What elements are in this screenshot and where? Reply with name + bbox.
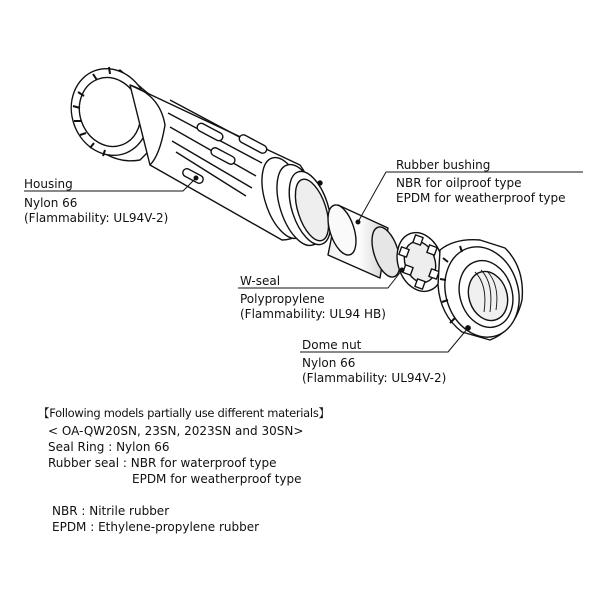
dome-nut-title: Dome nut	[302, 338, 362, 352]
dome-nut-rating: (Flammability: UL94V-2)	[302, 371, 447, 385]
rubber-bushing-line1: NBR for oilproof type	[396, 176, 522, 190]
dome-nut-part	[434, 237, 531, 347]
notes-rubber-seal-1: Rubber seal : NBR for waterproof type	[48, 456, 277, 470]
notes-abbr-nbr: NBR : Nitrile rubber	[52, 504, 170, 518]
housing-title: Housing	[24, 177, 73, 191]
w-seal-rating: (Flammability: UL94 HB)	[240, 307, 386, 321]
housing-body	[130, 85, 339, 251]
notes-heading: 【Following models partially use different materials】	[38, 406, 330, 420]
notes-seal-ring: Seal Ring : Nylon 66	[48, 440, 170, 454]
housing-rating: (Flammability: UL94V-2)	[24, 211, 169, 225]
rubber-bushing-part	[323, 202, 406, 281]
notes-models: < OA-QW20SN, 23SN, 2023SN and 30SN>	[48, 424, 304, 438]
rubber-bushing-title: Rubber bushing	[396, 158, 491, 172]
notes-rubber-seal-2: EPDM for weatherproof type	[132, 472, 302, 486]
w-seal-title: W-seal	[240, 274, 281, 288]
dome-nut-material: Nylon 66	[302, 356, 356, 370]
housing-material: Nylon 66	[24, 196, 78, 210]
w-seal-material: Polypropylene	[240, 292, 325, 306]
notes-abbr-epdm: EPDM : Ethylene-propylene rubber	[52, 520, 260, 534]
rubber-bushing-line2: EPDM for weatherproof type	[396, 191, 566, 205]
